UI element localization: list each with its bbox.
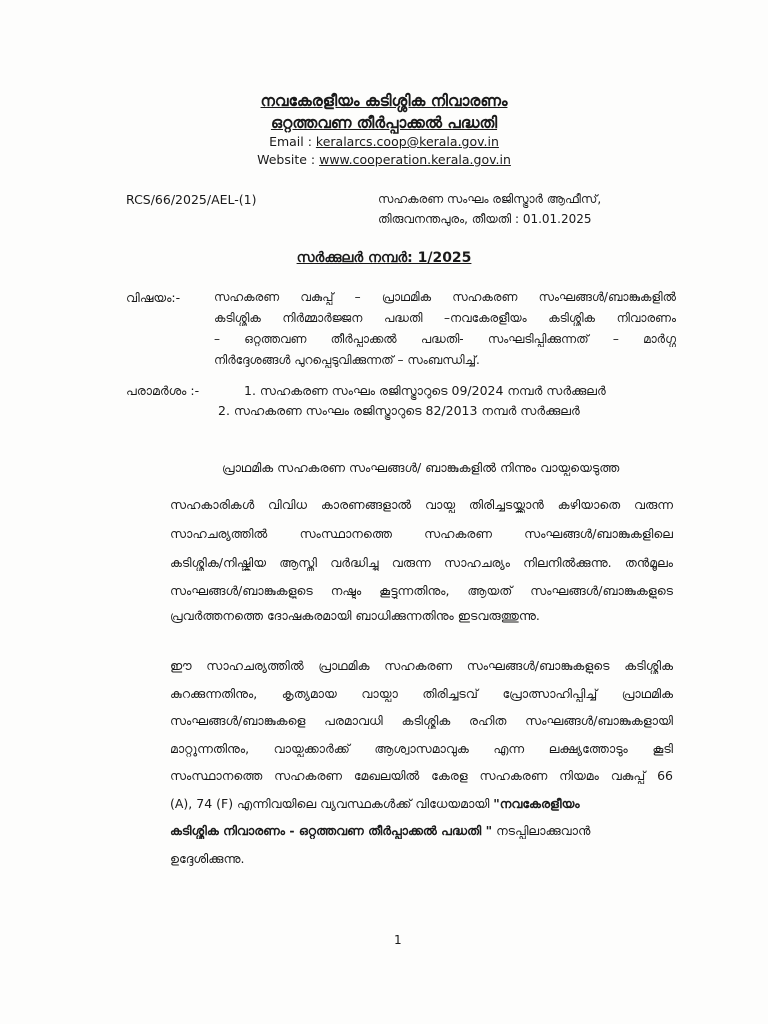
scheme-name-end: കടിശ്ശിക നിവാരണം - ഒറ്റത്തവണ തീർപ്പാക്കൽ പദ്ധതി " (170, 823, 493, 838)
scheme-name-start: "നവകേരളീയം (493, 796, 580, 811)
reference-item: 2. സഹകരണ സംഘം രജിസ്ട്രാറുടെ 82/2013 നമ്പർ സർക്കുലർ (218, 403, 580, 418)
place-date: തിരുവനന്തപുരം, തീയതി : 01.01.2025 (378, 212, 592, 226)
subject-line: – ഒറ്റത്തവണ തീർപ്പാക്കൽ പദ്ധതി- സംഘടിപ്പിക്കുന്നത് – മാർഗ്ഗ (214, 332, 676, 346)
paragraph-line (170, 823, 673, 839)
email-line (0, 134, 768, 149)
document-subtitle: ഒറ്റത്തവണ തീർപ്പാക്കൽ പദ്ധതി (270, 114, 498, 132)
references-label: പരാമർശം :- (126, 383, 200, 398)
office-name: സഹകരണ സംഘം രജിസ്ട്രാർ ആഫീസ്, (378, 192, 602, 206)
paragraph-line: സാഹചര്യത്തിൽ സംസ്ഥാനത്തെ സഹകരണ സംഘങ്ങൾ/ബാങ്കുകളിലെ (170, 526, 673, 541)
website-label: Website : (257, 152, 320, 167)
email-label: Email : (269, 134, 316, 149)
paragraph-line: ഈ സാഹചര്യത്തിൽ പ്രാഥമിക സഹകരണ സംഘങ്ങൾ/ബാങ്കുകളുടെ കടിശ്ശിക (170, 658, 673, 673)
subject-label: വിഷയം:- (126, 290, 181, 305)
paragraph-line: സഹകാരികൾ വിവിധ കാരണങ്ങളാൽ വായ്പ തിരിച്ചടയ്ക്കാൻ കഴിയാതെ വരുന്ന (170, 497, 673, 512)
website-link[interactable]: www.cooperation.kerala.gov.in (319, 152, 511, 167)
subject-line: നിർദ്ദേശങ്ങൾ പുറപ്പെടുവിക്കുന്നത് – സംബന്ധിച്ച്. (214, 353, 480, 367)
subject-line: സഹകരണ വകുപ്പ് – പ്രാഥമിക സഹകരണ സംഘങ്ങൾ/ബാങ്കുകളിൽ (214, 290, 676, 304)
website-line (0, 152, 768, 167)
paragraph-line: പ്രവർത്തനത്തെ ദോഷകരമായി ബാധിക്കുന്നതിനും ഇടവരുത്തുന്നു. (170, 608, 540, 623)
paragraph-line: സംഘങ്ങൾ/ബാങ്കുകളുടെ നഷ്ടം കൂട്ടുന്നതിനും, ആയത് സംഘങ്ങൾ/ബാങ്കുകളുടെ (170, 583, 673, 598)
paragraph-line: ഉദ്ദേശിക്കുന്നു. (170, 851, 245, 866)
paragraph-line: കടിശ്ശിക/നിഷ്ക്രിയ ആസ്തി വർദ്ധിച്ചു വരുന്ന സാഹചര്യം നിലനിൽക്കുന്നു. തൻമൂലം (170, 555, 673, 570)
circular-title: സർക്കുലർ നമ്പർ: 1/2025 (296, 250, 472, 266)
page-number: 1 (394, 933, 402, 947)
paragraph-line: സംസ്ഥാനത്തെ സഹകരണ മേഖലയിൽ കേരള സഹകരണ നിയമം വകുപ്പ് 66 (170, 768, 673, 783)
reference-item: 1. സഹകരണ സംഘം രജിസ്ട്രാറുടെ 09/2024 നമ്പർ സർക്കുലർ (244, 383, 606, 398)
paragraph-line (170, 796, 673, 812)
paragraph-line: കുറക്കുന്നതിനും, കൃത്യമായ വായ്പാ തിരിച്ചടവ് പ്രോത്സാഹിപ്പിച്ച് പ്രാഥമിക (170, 686, 673, 701)
reference-number: RCS/66/2025/AEL-(1) (126, 192, 257, 207)
document-title: നവകേരളീയം കടിശ്ശിക നിവാരണം (260, 92, 508, 110)
paragraph-line: സംഘങ്ങൾ/ബാങ്കുകളെ പരമാവധി കടിശ്ശിക രഹിത സംഘങ്ങൾ/ബാങ്കുകളായി (170, 713, 673, 728)
paragraph-line: പ്രാഥമിക സഹകരണ സംഘങ്ങൾ/ ബാങ്കുകളിൽ നിന്നും വായ്പയെടുത്ത (222, 460, 620, 475)
paragraph-text: നടപ്പിലാക്കുവാൻ (492, 823, 591, 838)
subject-line: കടിശ്ശിക നിർമ്മാർജ്ജന പദ്ധതി –നവകേരളീയം കടിശ്ശിക നിവാരണം (214, 311, 676, 325)
paragraph-text: (A), 74 (F) എന്നിവയിലെ വ്യവസ്ഥകൾക്ക് വിധേയമായി (170, 796, 494, 811)
paragraph-line: മാറ്റുന്നതിനും, വായ്പക്കാർക്ക് ആശ്വാസമാവുക എന്ന ലക്ഷ്യത്തോടും കൂടി (170, 741, 673, 756)
email-link[interactable]: keralarcs.coop@kerala.gov.in (315, 134, 499, 149)
